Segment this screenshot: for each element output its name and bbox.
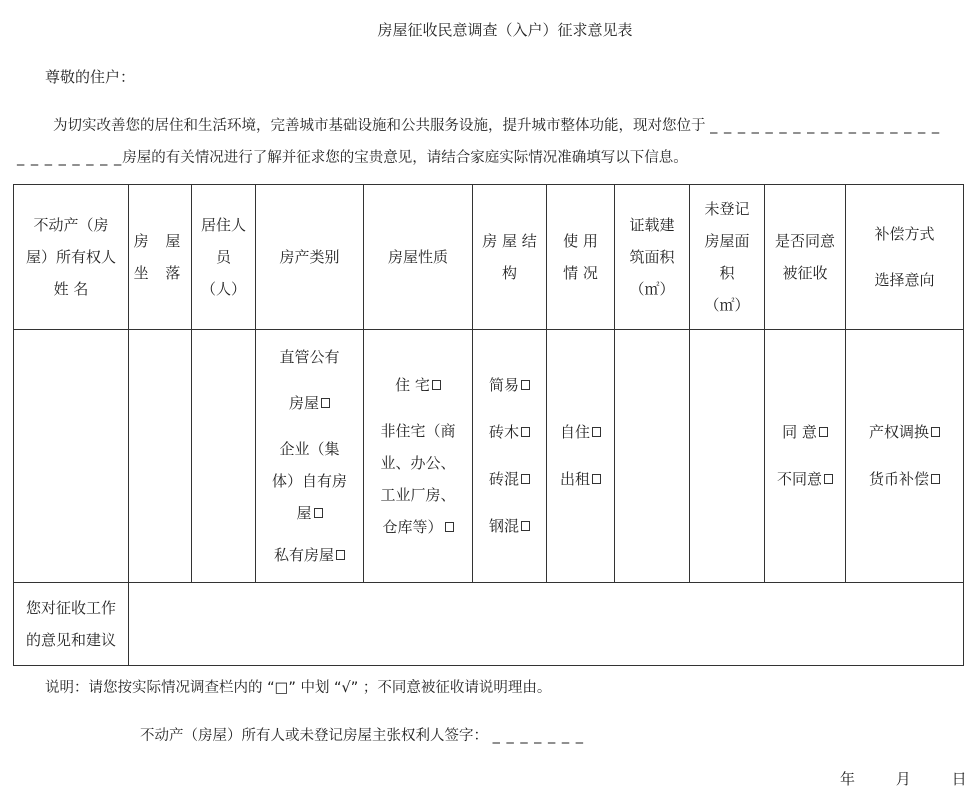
signature-label: 不动产（房屋）所有人或未登记房屋主张权利人签字：: [140, 728, 488, 744]
header-owner: 不动产（房 屋）所有权人 姓 名: [14, 185, 129, 330]
checkbox-icon[interactable]: [321, 398, 330, 408]
header-location: 房 屋 坐 落: [129, 185, 192, 330]
header-compensation: 补偿方式 选择意向: [846, 185, 964, 330]
option-private-housing[interactable]: 私有房屋: [256, 539, 363, 571]
opinion-input[interactable]: [129, 583, 964, 666]
checkbox-icon[interactable]: [819, 427, 828, 437]
address-blank-1[interactable]: _ _ _ _ _ _ _ _ _ _ _ _ _ _ _ _ _: [710, 118, 941, 134]
checkbox-icon[interactable]: [931, 427, 940, 437]
answer-row: [14, 330, 964, 583]
checkbox-icon[interactable]: [931, 474, 940, 484]
date-month[interactable]: 月: [895, 770, 911, 788]
date-line: [840, 768, 967, 789]
checkbox-icon[interactable]: [824, 474, 833, 484]
checkbox-icon[interactable]: [592, 427, 601, 437]
option-disagree[interactable]: 不同意: [765, 456, 845, 503]
location-cell[interactable]: [129, 330, 192, 583]
owner-name-cell[interactable]: [14, 330, 129, 583]
checkbox-icon[interactable]: [314, 508, 323, 518]
usage-options: [547, 330, 615, 583]
option-property-swap[interactable]: 产权调换: [846, 409, 963, 456]
option-non-residential[interactable]: 非住宅（商: [380, 422, 456, 440]
checkbox-icon[interactable]: [336, 550, 345, 560]
header-residents: 居住人 员 （人）: [192, 185, 256, 330]
option-steel-concrete[interactable]: 钢混: [473, 503, 546, 550]
intro-line-1: [53, 114, 940, 135]
header-nature: 房屋性质: [364, 185, 473, 330]
date-year[interactable]: 年: [840, 770, 856, 788]
residents-cell[interactable]: [192, 330, 256, 583]
header-row: [14, 185, 964, 330]
option-public-housing-cont[interactable]: 房屋: [256, 387, 363, 419]
registered-area-cell[interactable]: [615, 330, 690, 583]
nature-options: 住 宅 非住宅（商 业、办公、 工业厂房、 仓库等）: [364, 330, 473, 583]
header-structure: 房 屋 结 构: [473, 185, 547, 330]
option-agree[interactable]: 同 意: [765, 409, 845, 456]
form-title: 房屋征收民意调查（入户）征求意见表: [377, 21, 633, 39]
option-collective-housing[interactable]: 企业（集: [279, 440, 340, 458]
checkbox-icon[interactable]: [445, 522, 454, 532]
salutation: 尊敬的住户：: [45, 68, 136, 86]
option-self-occupied[interactable]: 自住: [547, 409, 614, 456]
option-simple[interactable]: 简易: [473, 362, 546, 409]
opinion-row: [14, 583, 964, 666]
checkbox-icon[interactable]: [592, 474, 601, 484]
option-rented[interactable]: 出租: [547, 456, 614, 503]
opinion-label: 您对征收工作 的意见和建议: [14, 583, 129, 666]
intro-line-2: [17, 146, 688, 167]
compensation-options: [846, 330, 964, 583]
checkbox-icon[interactable]: [521, 380, 530, 390]
option-brick-wood[interactable]: 砖木: [473, 409, 546, 456]
category-options: 直管公有 房屋 企业（集 体）自有房 屋 私有房屋: [256, 330, 364, 583]
intro-text-1: 为切实改善您的居住和生活环境，完善城市基础设施和公共服务设施，提升城市整体功能，现对您位于: [53, 118, 706, 134]
checkbox-icon[interactable]: [521, 427, 530, 437]
header-unregistered-area: 未登记 房屋面 积 （㎡）: [690, 185, 765, 330]
option-brick-concrete[interactable]: 砖混: [473, 456, 546, 503]
header-usage: 使 用 情 况: [547, 185, 615, 330]
intro-text-2: 房屋的有关情况进行了解并征求您的宝贵意见，请结合家庭实际情况准确填写以下信息。: [122, 150, 688, 166]
structure-options: [473, 330, 547, 583]
unregistered-area-cell[interactable]: [690, 330, 765, 583]
checkbox-icon[interactable]: [432, 380, 441, 390]
header-category: 房产类别: [256, 185, 364, 330]
option-residential[interactable]: 住 宅: [364, 369, 472, 401]
checkbox-icon[interactable]: [521, 474, 530, 484]
date-day[interactable]: 日: [951, 770, 967, 788]
signature-line: [140, 724, 584, 745]
address-blank-2[interactable]: _ _ _ _ _ _ _ _: [17, 150, 123, 166]
option-cash-compensation[interactable]: 货币补偿: [846, 456, 963, 503]
header-agree: 是否同意 被征收: [765, 185, 846, 330]
agree-options: [765, 330, 846, 583]
option-public-housing[interactable]: 直管公有: [279, 348, 340, 366]
instruction-note: 说明：请您按实际情况调查栏内的 “□” 中划 “√” ；不同意被征收请说明理由。: [45, 680, 552, 696]
signature-blank[interactable]: _ _ _ _ _ _ _: [492, 728, 585, 744]
checkbox-icon[interactable]: [521, 521, 530, 531]
header-registered-area: 证载建 筑面积 （㎡）: [615, 185, 690, 330]
survey-table: [13, 184, 964, 666]
